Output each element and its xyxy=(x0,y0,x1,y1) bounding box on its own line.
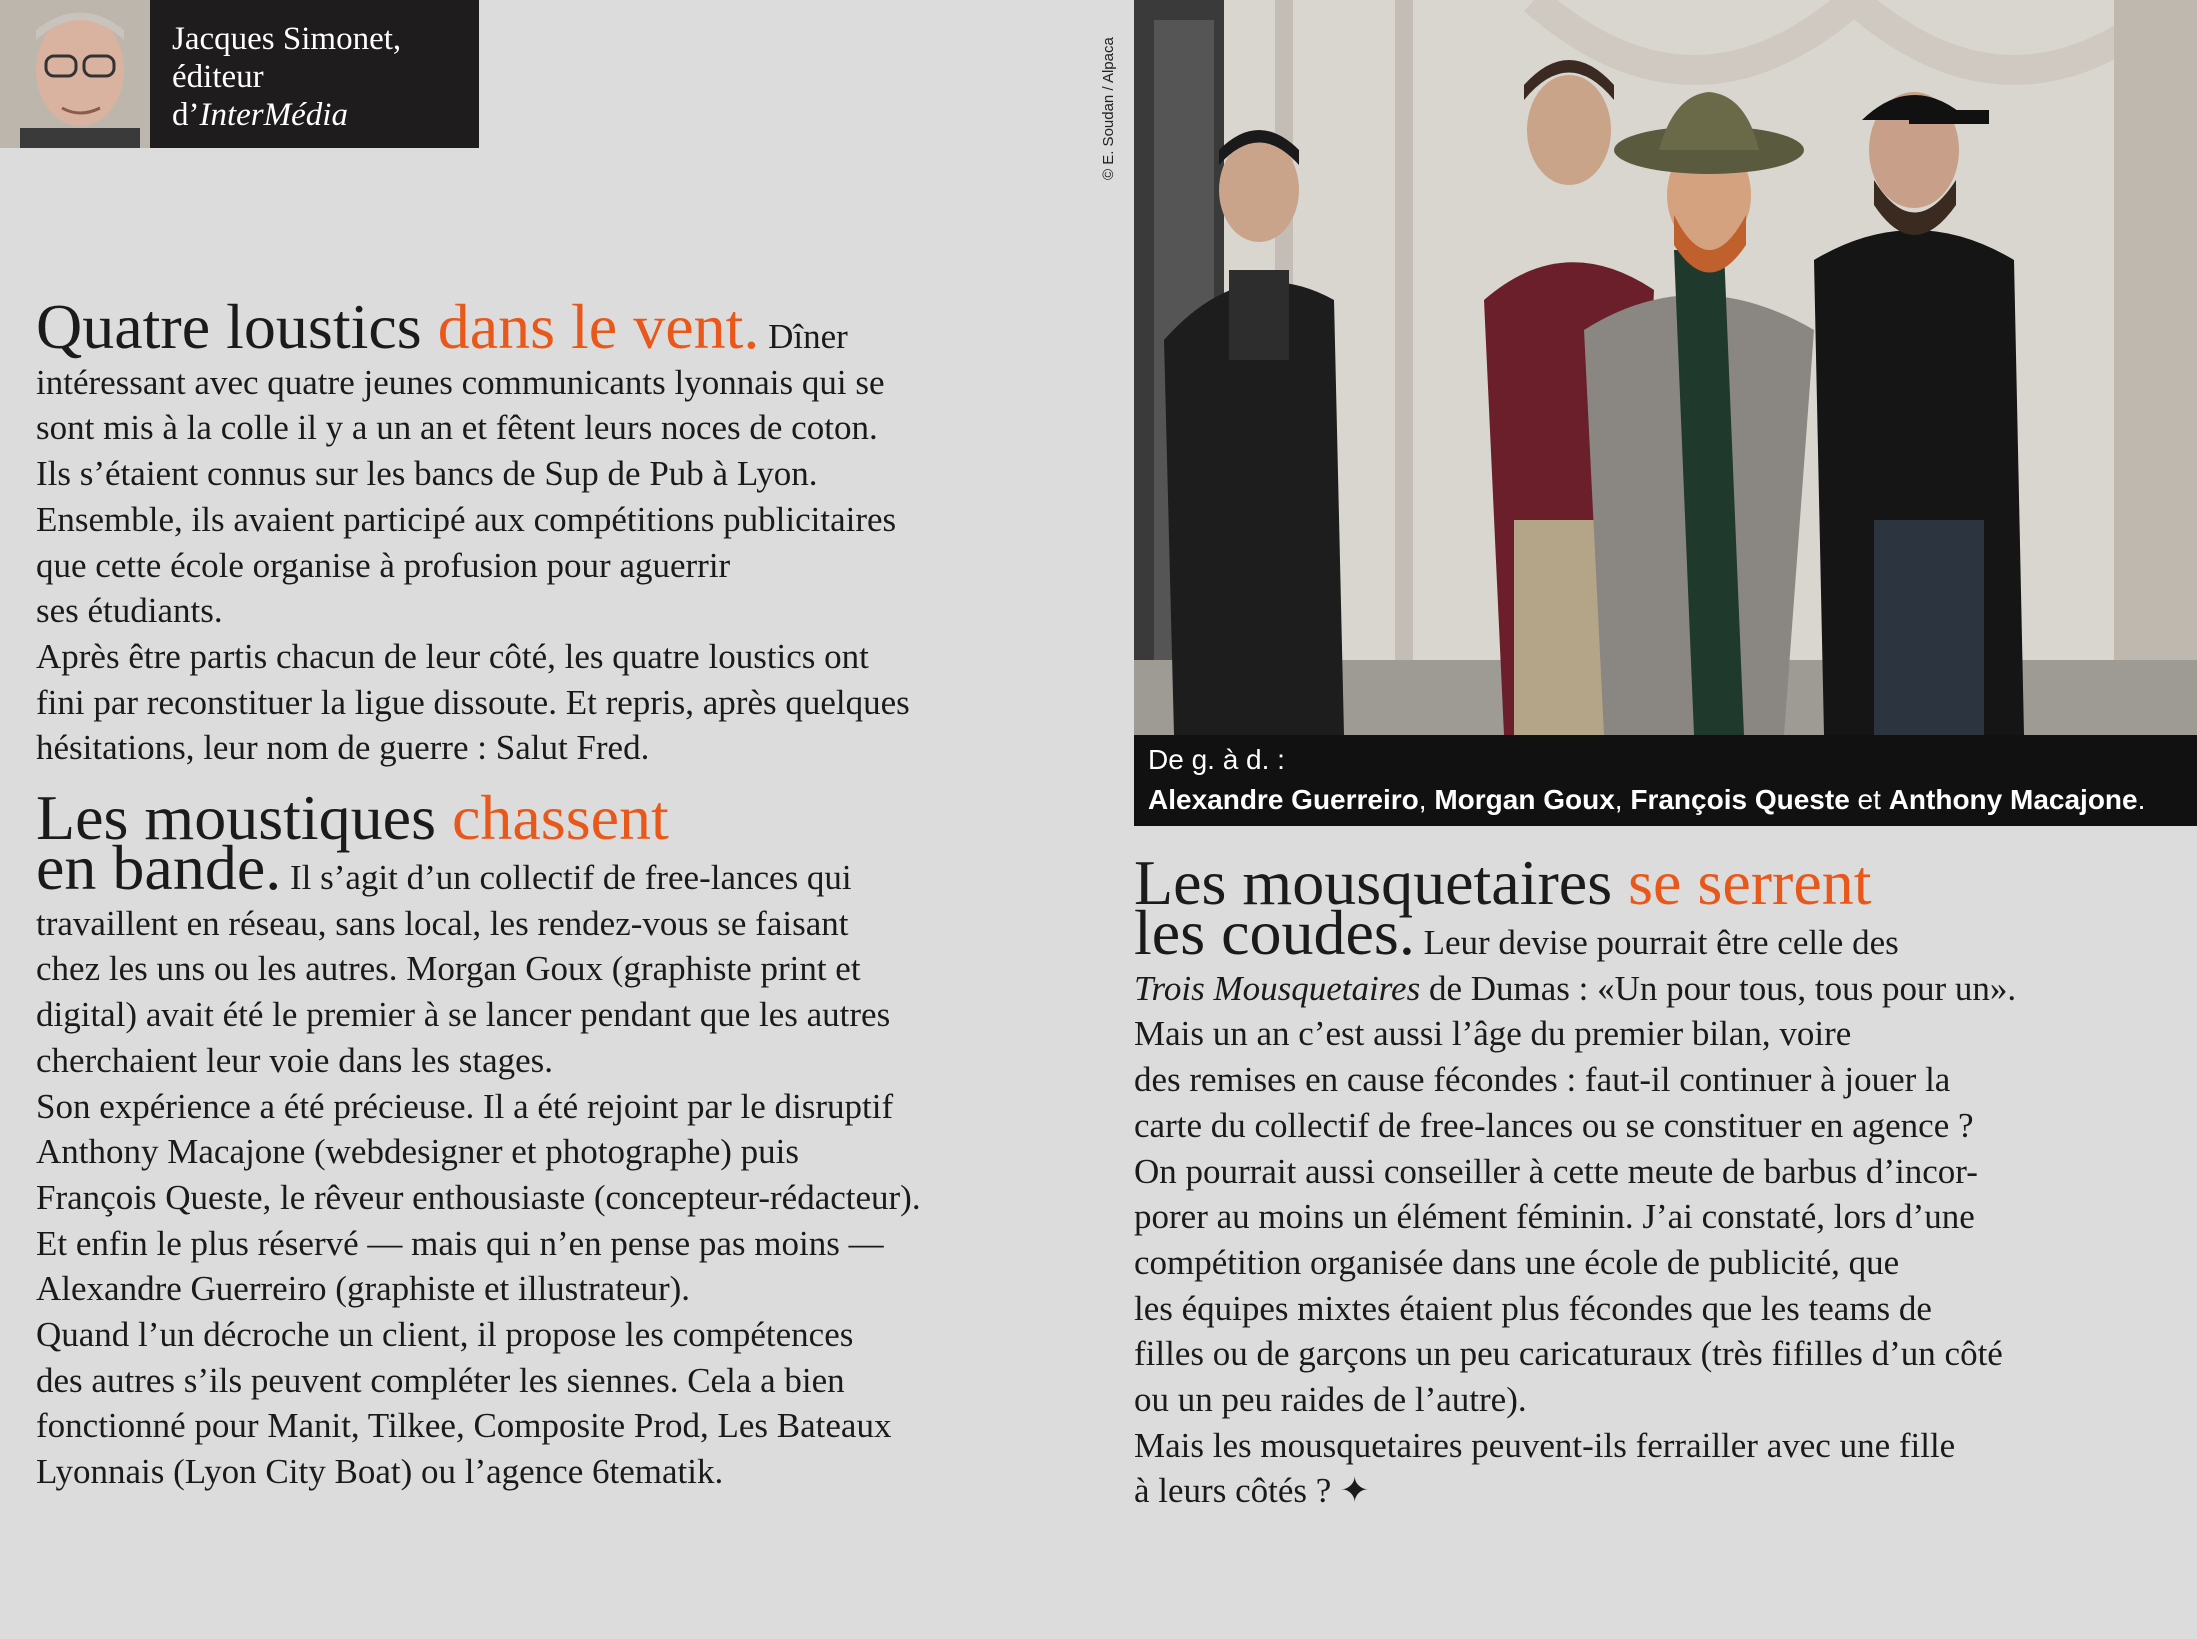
text-line: ou un peu raides de l’autre). xyxy=(1134,1380,1527,1420)
caption-separator: , xyxy=(1418,784,1435,815)
book-title: Trois Mousquetaires xyxy=(1134,968,1421,1008)
caption-name: François Queste xyxy=(1630,784,1850,815)
text-line: sont mis à la colle il y a un an et fêtent leurs noces de coton. xyxy=(36,408,878,448)
photo-caption xyxy=(1134,735,2197,826)
heading-dark: Les mousquetaires xyxy=(1134,847,1629,918)
section-mousquetaires xyxy=(1134,847,2134,1514)
heading-dark: Les moustiques xyxy=(36,782,452,854)
author-name: Jacques Simonet, xyxy=(172,21,402,57)
author-box xyxy=(0,0,479,148)
text-line: ses étudiants. xyxy=(36,591,223,631)
text-line: Mais un an c’est aussi l’âge du premier bilan, voire xyxy=(1134,1014,1852,1054)
author-publication xyxy=(172,96,401,134)
text-line: compétition organisée dans une école de publicité, que xyxy=(1134,1242,1900,1282)
section-moustiques xyxy=(36,782,1086,1495)
heading-orange: les coudes. xyxy=(1134,897,1415,968)
text-line: chez les uns ou les autres. Morgan Goux (graphiste print et xyxy=(36,949,861,989)
author-credit xyxy=(150,0,401,148)
text-line: travaillent en réseau, sans local, les rendez-vous se faisant xyxy=(36,903,849,943)
text-line: carte du collectif de free-lances ou se constituer en agence ? xyxy=(1134,1105,1974,1145)
text-line: Lyonnais (Lyon City Boat) ou l’agence 6tematik. xyxy=(36,1452,724,1492)
heading-orange: dans le vent. xyxy=(437,291,760,362)
text-line: à leurs côtés ? xyxy=(1134,1471,1332,1511)
publication-name: InterMédia xyxy=(199,97,348,133)
caption-name: Alexandre Guerreiro xyxy=(1148,784,1419,815)
text-line: des autres s’ils peuvent compléter les siennes. Cela a bien xyxy=(36,1360,845,1400)
text-line: Leur devise pourrait être celle des xyxy=(1423,923,1899,962)
author-portrait xyxy=(0,0,150,148)
author-role: éditeur xyxy=(172,59,264,95)
text-line: François Queste, le rêveur enthousiaste (concepteur-rédacteur). xyxy=(36,1177,921,1217)
text-line: porer au moins un élément féminin. J’ai constaté, lors d’une xyxy=(1134,1197,1975,1237)
heading-dark: Quatre loustics xyxy=(36,291,438,362)
text-line: que cette école organise à profusion pour aguerrir xyxy=(36,545,731,585)
text-line: On pourrait aussi conseiller à cette meute de barbus d’incor- xyxy=(1134,1151,1978,1191)
caption-name: Anthony Macajone xyxy=(1888,784,2138,815)
section-heading xyxy=(36,291,759,362)
caption-end: . xyxy=(2137,784,2146,815)
caption-intro: De g. à d. : xyxy=(1148,744,1285,775)
text-line: fonctionné pour Manit, Tilkee, Composite Prod, Les Bateaux xyxy=(36,1406,892,1446)
caption-names xyxy=(1148,780,2197,820)
text-line: de Dumas : «Un pour tous, tous pour un». xyxy=(1420,968,2017,1008)
text-line: Alexandre Guerreiro (graphiste et illustrateur). xyxy=(36,1269,691,1309)
heading-orange: chassent xyxy=(451,782,669,854)
text-line: Ensemble, ils avaient participé aux compétitions publicitaires xyxy=(36,499,897,539)
right-column xyxy=(1134,847,2134,1514)
text-line: Mais les mousquetaires peuvent-ils ferrailler avec une fille xyxy=(1134,1425,1956,1465)
text-line: Ils s’étaient connus sur les bancs de Sup de Pub à Lyon. xyxy=(36,454,818,494)
text-line: intéressant avec quatre jeunes communicants lyonnais qui se xyxy=(36,362,885,402)
heading-orange: se serrent xyxy=(1628,847,1872,918)
text-line: Anthony Macajone (webdesigner et photographe) puis xyxy=(36,1132,799,1172)
text-line: des remises en cause fécondes : faut-il continuer à jouer la xyxy=(1134,1060,1951,1100)
text-line: Dîner xyxy=(768,317,848,356)
text-line: cherchaient leur voie dans les stages. xyxy=(36,1040,554,1080)
text-line: fini par reconstituer la ligue dissoute. Et repris, après quelques xyxy=(36,682,910,722)
text-line: Quand l’un décroche un client, il propose les compétences xyxy=(36,1315,854,1355)
text-line: Après être partis chacun de leur côté, les quatre loustics ont xyxy=(36,636,869,676)
text-line: Son expérience a été précieuse. Il a été rejoint par le disruptif xyxy=(36,1086,894,1126)
end-mark-icon: ✦ xyxy=(1340,1471,1370,1511)
text-line: hésitations, leur nom de guerre : Salut Fred. xyxy=(36,728,650,768)
caption-separator: et xyxy=(1849,784,1889,815)
group-photo xyxy=(1134,0,2197,735)
text-line: Il s’agit d’un collectif de free-lances qui xyxy=(289,858,852,898)
text-line: les équipes mixtes étaient plus fécondes que les teams de xyxy=(1134,1288,1932,1328)
caption-separator: , xyxy=(1614,784,1631,815)
text-line: Et enfin le plus réservé — mais qui n’en pense pas moins — xyxy=(36,1223,884,1263)
group-photo-illustration xyxy=(1134,0,2197,735)
text-line: filles ou de garçons un peu caricaturaux (très fifilles d’un côté xyxy=(1134,1334,2003,1374)
heading-orange: en bande. xyxy=(36,832,282,904)
publication-prefix: d’ xyxy=(172,97,200,133)
caption-name: Morgan Goux xyxy=(1434,784,1615,815)
left-column xyxy=(36,291,1086,1495)
text-line: digital) avait été le premier à se lancer pendant que les autres xyxy=(36,995,891,1035)
section-quatre-loustics xyxy=(36,291,1086,771)
photo-credit: © E. Soudan / Alpaca xyxy=(1100,37,1117,180)
